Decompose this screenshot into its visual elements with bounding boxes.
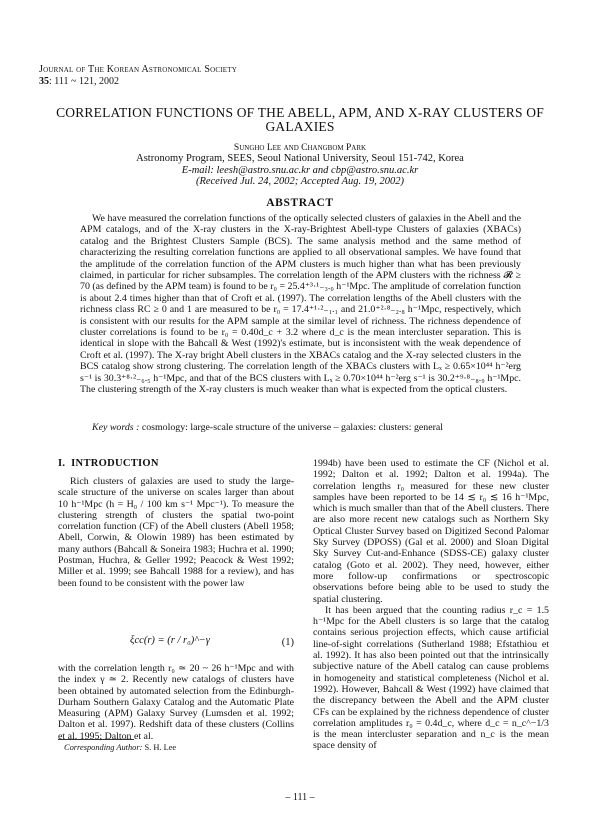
keywords [80,422,521,433]
intro-paragraph-1: Rich clusters of galaxies are used to study the large-scale structure of the universe on scales larger than about 10 h⁻¹Mpc (h = H₀ / 100 km s⁻¹ Mpc⁻¹). To measure the clustering strength of clusters the spatial two-point correlation function (CF) of the Abell clusters (Abell 1958; Abell, Corwin, & Olowin 1989) has been estimated by many authors (Bahcall & Soneira 1983; Huchra et al. 1990; Postman, Huchra, & Geller 1992; Peacock & West 1992; Miller et al. 1999; see Bahcall 1988 for a review), and has been found to be consistent with the power law [58,476,294,589]
journal-volume: 35 [39,76,49,87]
abstract-text: We have measured the correlation functions of the optically selected clusters of galaxies in the Abell and the APM catalogs, and of the X-ray clusters in the X-ray-Brightest Abell-type Clusters of galaxies (XBACs) catalog and the Brightest Clusters Sample (BCS). The same analysis method and the same method of characterizing the resulting correlation functions are applied to all observational samples. We have found that the amplitude of the correlation function of the APM clusters is much higher than what has been previously claimed, in particular for richer subsamples. The correlation length of the APM clusters with the richness 𝓡 ≥ 70 (as defined by the APM team) is found to be r₀ = 25.4⁺³·¹₋₃.₀ h⁻¹Mpc. The amplitude of correlation function is about 2.4 times higher than that of Croft et al. (1997). The correlation lengths of the Abell clusters with the richness class RC ≥ 0 and 1 are measured to be r₀ = 17.4⁺¹·²₋₁.₁ and 21.0⁺²·⁸₋₂.₈ h⁻¹Mpc, respectively, which is consistent with our results for the APM sample at the similar level of richness. The richness dependence of cluster correlations is found to be r₀ = 0.40d_c + 3.2 where d_c is the mean intercluster separation. This is identical in slope with the Bahcall & West (1992)'s estimate, but is inconsistent with the weak dependence of Croft et al. (1997). The X-ray bright Abell clusters in the XBACs catalog and the X-ray selected clusters in the BCS catalog show strong clustering. The correlation length of the XBACs clusters with Lₓ ≥ 0.65×10⁴⁴ h⁻²erg s⁻¹ is 30.3⁺⁸·²₋₆.₅ h⁻¹Mpc, and that of the BCS clusters with Lₓ ≥ 0.70×10⁴⁴ h⁻²erg s⁻¹ is 30.2⁺⁹·⁸₋₈.₉ h⁻¹Mpc. The clustering strength of the X-ray clusters is much weaker than what is expected from the optical clusters. [80,213,521,396]
equation-number: (1) [281,637,294,648]
equation-expression: ξcc(r) = (r / r₀)^−γ [130,635,210,646]
section-heading [58,458,159,469]
page-number: – 111 – [285,792,315,803]
left-column-paragraph-1 [58,476,294,589]
section-number: I. [58,458,66,469]
journal-name: Journal of The Korean Astronomical Society [39,64,237,75]
intro-paragraph-2: with the correlation length r₀ ≃ 20 ~ 26 h⁻¹Mpc and with the index γ ≃ 2. Recently new catalogs of clusters have been obtained by automated selection from the Edinburgh-Durham Southern Galaxy Catalog and the Automatic Plate Measuring (APM) Galaxy Survey (Lumsden et al. 1992; Dalton et al. 1997). Redshift data of these clusters (Collins et al. 1995; Dalton et al. [58,663,294,742]
footnote-name: S. H. Lee [144,743,177,752]
email-line: E-mail: leesh@astro.snu.ac.kr and cbp@astro.snu.ac.kr [181,164,419,176]
right-column [313,458,549,752]
affiliation: Astronomy Program, SEES, Seoul National University, Seoul 151-742, Korea [136,153,464,164]
journal-pages: : 111 ~ 121, 2002 [49,76,119,87]
paper-authors: Sungho Lee and Changbom Park [233,143,367,153]
section-title: INTRODUCTION [71,458,159,469]
footnote-divider [58,739,134,740]
received-dates: (Received Jul. 24, 2002; Accepted Aug. 19, 2002) [195,176,405,187]
footnote [64,743,176,752]
footnote-label: Corresponding Author: [64,743,143,752]
equation-1 [58,629,294,657]
affiliation-block [40,153,560,188]
journal-volume-line [39,76,237,88]
intro-paragraph-4: It has been argued that the counting radius r_c = 1.5 h⁻¹Mpc for the Abell clusters is so large that the catalog contains serious projection effects, which cause artificial line-of-sight correlations (Sutherland 1988; Efstathiou et al. 1992). It has also been pointed out that the intrinsically subjective nature of the Abell catalog can cause problems in homogeneity and statistical completeness (Nichol et al. 1992). However, Bahcall & West (1992) have claimed that the discrepancy between the Abell and the APM cluster CFs can be explained by the richness dependence of cluster correlation amplitudes r₀ = 0.4d_c, where d_c = n_c^−1/3 is the mean intercluster separation and n_c is the mean space density of [313,604,549,752]
left-column-paragraph-2 [58,663,294,742]
intro-paragraph-3: 1994b) have been used to estimate the CF (Nichol et al. 1992; Dalton et al. 1992; Dalton et al. 1994a). The correlation lengths r₀ measured for these new cluster samples have been reported to be 14 ≲ r₀ ≲ 16 h⁻¹Mpc, which is much smaller than that of the Abell clusters. There are also more recent new catalogs such as Northern Sky Optical Cluster Survey based on Digitized Second Palomar Sky Survey (DPOSS) (Gal et al. 2000) and Sloan Digital Sky Survey Cut-and-Enhance (SDSS-CE) galaxy cluster catalog (Goto et al. 2002). They need, however, either more follow-up confirmations or spectroscopic observations before being able to be used to study the spatial clustering. [313,458,549,605]
journal-header [39,64,237,88]
paper-title: CORRELATION FUNCTIONS OF THE ABELL, APM, AND X-RAY CLUSTERS OF GALAXIES [56,105,544,134]
keywords-text: cosmology: large-scale structure of the universe – galaxies: clusters: general [141,422,444,433]
abstract-heading: ABSTRACT [266,197,334,209]
keywords-label: Key words : [92,422,140,433]
